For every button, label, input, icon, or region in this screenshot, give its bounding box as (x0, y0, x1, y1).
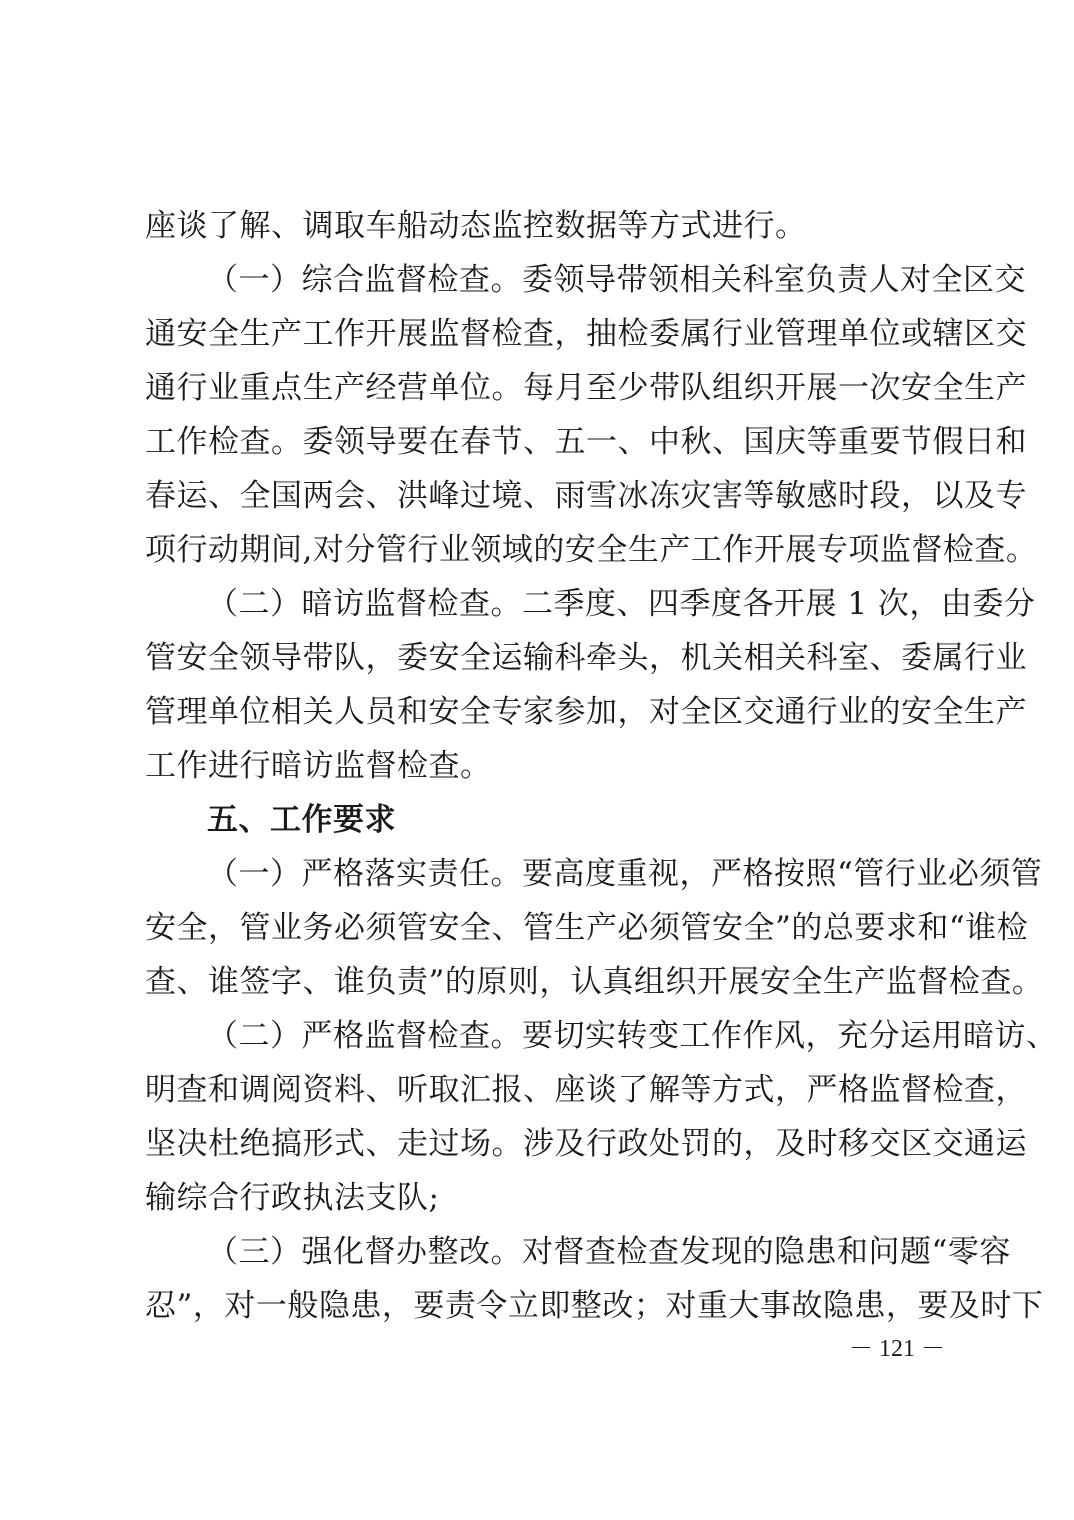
text-line: 项行动期间,对分管行业领域的安全生产工作开展专项监督检查。 (145, 532, 1038, 568)
text-line: 输综合行政执法支队; (145, 1180, 440, 1216)
page-number: － 121 － (849, 1336, 945, 1362)
text-line: 工作检查。委领导要在春节、五一、中秋、国庆等重要节假日和 (145, 424, 1027, 460)
text-line: 安全，管业务必须管安全、管生产必须管安全”的总要求和“谁检 (145, 910, 1029, 946)
text-line: （二）严格监督检查。要切实转变工作作风，充分运用暗访、 (207, 1018, 1058, 1054)
section-heading: 五、工作要求 (207, 802, 396, 838)
text-line: 明查和调阅资料、听取汇报、座谈了解等方式，严格监督检查， (145, 1072, 1027, 1108)
text-line: 忍”，对一般隐患，要责令立即整改；对重大事故隐患，要及时下 (145, 1288, 1044, 1324)
text-line: 座谈了解、调取车船动态监控数据等方式进行。 (145, 208, 807, 244)
text-line: （三）强化督办整改。对督查检查发现的隐患和问题“零容 (207, 1234, 1011, 1270)
text-line: 查、谁签字、谁负责”的原则，认真组织开展安全生产监督检查。 (145, 964, 1044, 1000)
text-line: 管安全领导带队，委安全运输科牵头，机关相关科室、委属行业 (145, 640, 1027, 676)
text-line: 春运、全国两会、洪峰过境、雨雪冰冻灾害等敏感时段，以及专 (145, 478, 1027, 514)
text-line: 管理单位相关人员和安全专家参加，对全区交通行业的安全生产 (145, 694, 1027, 730)
text-line: （一）严格落实责任。要高度重视，严格按照“管行业必须管 (207, 856, 1043, 892)
text-line: 工作进行暗访监督检查。 (145, 748, 492, 784)
text-line: （二）暗访监督检查。二季度、四季度各开展 1 次，由委分 (207, 586, 1036, 622)
text-line: 通行业重点生产经营单位。每月至少带队组织开展一次安全生产 (145, 370, 1027, 406)
text-line: 通安全生产工作开展监督检查，抽检委属行业管理单位或辖区交 (145, 316, 1027, 352)
text-line: 坚决杜绝搞形式、走过场。涉及行政处罚的，及时移交区交通运 (145, 1126, 1027, 1162)
text-line: （一）综合监督检查。委领导带领相关科室负责人对全区交 (207, 262, 1026, 298)
